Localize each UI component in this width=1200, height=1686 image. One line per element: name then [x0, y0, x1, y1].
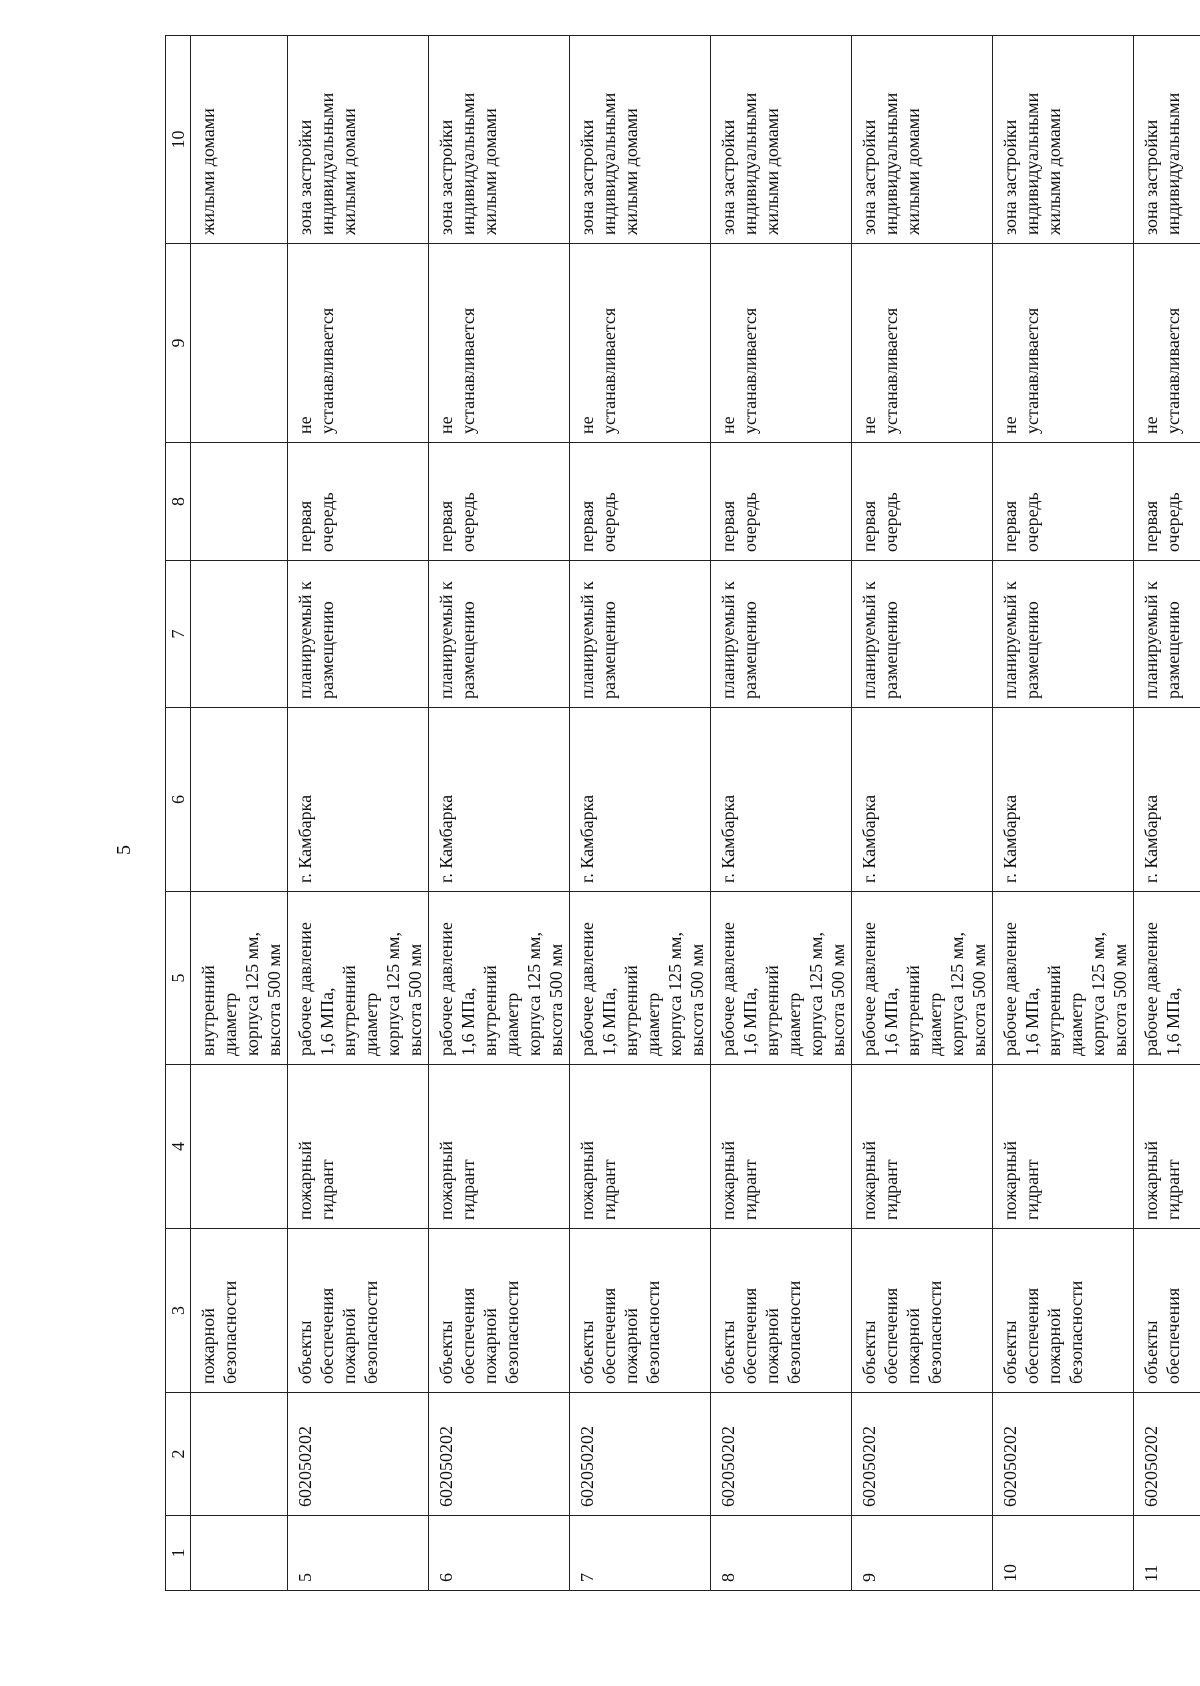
- cell-text: первая очередь: [859, 492, 901, 552]
- cell-status: [570, 561, 711, 708]
- cell-text: 602050202: [1000, 1426, 1020, 1507]
- cell-text: не устанавливается: [436, 307, 478, 434]
- cell-object-type: [993, 1065, 1134, 1229]
- cell-stage: [570, 443, 711, 561]
- cell-text: объекты обеспечения пожарной безопасности: [577, 1280, 663, 1384]
- cell-stage: [191, 443, 288, 561]
- cell-object-type: [166, 1065, 191, 1229]
- cell-characteristics: [570, 892, 711, 1065]
- cell-text: 602050202: [718, 1426, 738, 1507]
- cell-object-type: [711, 1065, 852, 1229]
- cell-no: [288, 1516, 429, 1591]
- cell-text: пожарный гидрант: [859, 1141, 901, 1220]
- cell-text: 6: [436, 1573, 456, 1582]
- cell-text: 602050202: [295, 1426, 315, 1507]
- cell-category: [711, 1229, 852, 1393]
- cell-text: 602050202: [1141, 1426, 1161, 1507]
- cell-protection-zone: [429, 244, 570, 443]
- cell-text: 11: [1141, 1564, 1161, 1582]
- cell-text: пожарный гидрант: [718, 1141, 760, 1220]
- cell-characteristics: [166, 892, 191, 1065]
- cell-text: рабочее давление 1,6 МПа,: [1141, 922, 1183, 1056]
- cell-no: [429, 1516, 570, 1591]
- cell-text: г. Камбарка: [859, 794, 879, 883]
- cell-text: 3: [168, 1306, 188, 1315]
- cell-text: 10: [1000, 1564, 1020, 1582]
- cell-text: объекты обеспечения пожарной безопасности: [295, 1280, 381, 1384]
- cell-object-type: [1134, 1065, 1200, 1229]
- cell-stage: [429, 443, 570, 561]
- cell-text: первая очередь: [1141, 492, 1183, 552]
- cell-text: пожарный гидрант: [577, 1141, 619, 1220]
- cell-text: не устанавливается: [1000, 307, 1042, 434]
- cell-location: [429, 708, 570, 892]
- cell-text: 8: [168, 497, 188, 506]
- cell-category: [993, 1229, 1134, 1393]
- cell-text: 9: [859, 1573, 879, 1582]
- cell-protection-zone: [1134, 244, 1200, 443]
- column-number-row: [166, 36, 191, 1591]
- cell-text: зона застройки индивидуальными жилыми домами: [859, 92, 923, 235]
- cell-functional-zone: [166, 36, 191, 244]
- cell-text: пожарный гидрант: [1141, 1141, 1183, 1220]
- cell-location: [191, 708, 288, 892]
- cell-protection-zone: [711, 244, 852, 443]
- cell-functional-zone: [1134, 36, 1200, 244]
- cell-text: первая очередь: [577, 492, 619, 552]
- cell-text: 1: [168, 1548, 188, 1558]
- cell-status: [191, 561, 288, 708]
- cell-text: рабочее давление 1,6 МПа, внутренний диаметр корпуса 125 мм, высота 500 мм: [1000, 922, 1130, 1056]
- cell-code: [191, 1393, 288, 1516]
- cell-text: объекты обеспечения пожарной безопасности: [859, 1280, 945, 1384]
- cell-protection-zone: [166, 244, 191, 443]
- cell-text: рабочее давление 1,6 МПа, внутренний диаметр корпуса 125 мм, высота 500 мм: [859, 922, 989, 1056]
- cell-text: пожарной безопасности: [198, 1280, 240, 1384]
- cell-status: [288, 561, 429, 708]
- cell-text: зона застройки индивидуальными жилыми домами: [718, 92, 782, 235]
- cell-location: [166, 708, 191, 892]
- register-table: [165, 35, 1200, 1591]
- cell-code: [166, 1393, 191, 1516]
- cell-characteristics: [288, 892, 429, 1065]
- cell-text: планируемый к размещению: [577, 581, 619, 699]
- cell-text: 5: [168, 973, 188, 983]
- cell-text: 7: [168, 629, 188, 639]
- cell-text: зона застройки индивидуальными жилыми домами: [295, 92, 359, 235]
- cell-object-type: [191, 1065, 288, 1229]
- table-row: [570, 36, 711, 1591]
- cell-text: не устанавливается: [1141, 307, 1183, 434]
- cell-code: [1134, 1393, 1200, 1516]
- cell-text: 10: [168, 130, 188, 149]
- cell-text: 7: [577, 1573, 597, 1582]
- cell-no: [711, 1516, 852, 1591]
- cell-object-type: [852, 1065, 993, 1229]
- cell-protection-zone: [570, 244, 711, 443]
- cell-text: рабочее давление 1,6 МПа, внутренний диаметр корпуса 125 мм, высота 500 мм: [718, 922, 848, 1056]
- cell-text: 4: [168, 1142, 188, 1151]
- cell-text: г. Камбарка: [295, 794, 315, 883]
- cell-text: г. Камбарка: [1000, 794, 1020, 883]
- cell-text: внутренний диаметр корпуса 125 мм, высота 500 мм: [198, 932, 284, 1056]
- cell-category: [852, 1229, 993, 1393]
- cell-text: 2: [168, 1449, 188, 1459]
- cell-text: 602050202: [436, 1426, 456, 1507]
- cell-stage: [1134, 443, 1200, 561]
- table-row: [429, 36, 570, 1591]
- cell-protection-zone: [852, 244, 993, 443]
- cell-code: [429, 1393, 570, 1516]
- cell-location: [288, 708, 429, 892]
- cell-text: г. Камбарка: [436, 794, 456, 883]
- cell-location: [993, 708, 1134, 892]
- cell-text: г. Камбарка: [1141, 794, 1161, 883]
- cell-text: планируемый к размещению: [859, 581, 901, 699]
- cell-object-type: [570, 1065, 711, 1229]
- cell-code: [993, 1393, 1134, 1516]
- cell-location: [570, 708, 711, 892]
- continuation-row: [191, 36, 288, 1591]
- page-number: 5: [113, 845, 135, 855]
- cell-text: планируемый к размещению: [718, 581, 760, 699]
- cell-text: объекты обеспечения: [1141, 1287, 1183, 1384]
- cell-text: 6: [168, 795, 188, 804]
- cell-functional-zone: [288, 36, 429, 244]
- cell-characteristics: [852, 892, 993, 1065]
- cell-characteristics: [429, 892, 570, 1065]
- cell-stage: [852, 443, 993, 561]
- cell-status: [993, 561, 1134, 708]
- cell-status: [166, 561, 191, 708]
- cell-no: [852, 1516, 993, 1591]
- table-row: [288, 36, 429, 1591]
- cell-functional-zone: [570, 36, 711, 244]
- cell-text: планируемый к размещению: [1141, 581, 1183, 699]
- cell-location: [1134, 708, 1200, 892]
- cell-text: не устанавливается: [295, 307, 337, 434]
- cell-stage: [288, 443, 429, 561]
- cell-text: объекты обеспечения пожарной безопасности: [1000, 1280, 1086, 1384]
- cell-text: не устанавливается: [718, 307, 760, 434]
- cell-no: [1134, 1516, 1200, 1591]
- cell-text: первая очередь: [1000, 492, 1042, 552]
- table-row: [852, 36, 993, 1591]
- cell-text: пожарный гидрант: [295, 1141, 337, 1220]
- cell-no: [166, 1516, 191, 1591]
- cell-no: [993, 1516, 1134, 1591]
- cell-text: объекты обеспечения пожарной безопасности: [718, 1280, 804, 1384]
- cell-text: планируемый к размещению: [295, 581, 337, 699]
- cell-functional-zone: [191, 36, 288, 244]
- cell-code: [711, 1393, 852, 1516]
- cell-protection-zone: [191, 244, 288, 443]
- cell-text: 8: [718, 1573, 738, 1582]
- cell-status: [1134, 561, 1200, 708]
- cell-characteristics: [1134, 892, 1200, 1065]
- cell-functional-zone: [993, 36, 1134, 244]
- cell-object-type: [429, 1065, 570, 1229]
- cell-location: [711, 708, 852, 892]
- cell-text: жилыми домами: [198, 108, 218, 235]
- cell-code: [570, 1393, 711, 1516]
- cell-functional-zone: [852, 36, 993, 244]
- cell-text: планируемый к размещению: [1000, 581, 1042, 699]
- cell-functional-zone: [711, 36, 852, 244]
- cell-protection-zone: [993, 244, 1134, 443]
- cell-location: [852, 708, 993, 892]
- cell-status: [711, 561, 852, 708]
- cell-status: [852, 561, 993, 708]
- cell-stage: [711, 443, 852, 561]
- cell-characteristics: [711, 892, 852, 1065]
- cell-category: [570, 1229, 711, 1393]
- cell-text: 9: [168, 338, 188, 348]
- cell-stage: [993, 443, 1134, 561]
- table-row: [711, 36, 852, 1591]
- cell-text: рабочее давление 1,6 МПа, внутренний диаметр корпуса 125 мм, высота 500 мм: [295, 922, 425, 1056]
- cell-status: [429, 561, 570, 708]
- cell-object-type: [288, 1065, 429, 1229]
- table-row: [1134, 36, 1200, 1591]
- cell-text: 602050202: [577, 1426, 597, 1507]
- cell-category: [288, 1229, 429, 1393]
- cell-text: пожарный гидрант: [436, 1141, 478, 1220]
- cell-text: пожарный гидрант: [1000, 1141, 1042, 1220]
- cell-no: [191, 1516, 288, 1591]
- cell-text: рабочее давление 1,6 МПа, внутренний диаметр корпуса 125 мм, высота 500 мм: [436, 922, 566, 1056]
- cell-protection-zone: [288, 244, 429, 443]
- cell-code: [852, 1393, 993, 1516]
- cell-code: [288, 1393, 429, 1516]
- cell-functional-zone: [429, 36, 570, 244]
- cell-text: г. Камбарка: [718, 794, 738, 883]
- cell-text: зона застройки индивидуальными: [1141, 92, 1183, 235]
- cell-characteristics: [993, 892, 1134, 1065]
- cell-category: [191, 1229, 288, 1393]
- cell-text: не устанавливается: [859, 307, 901, 434]
- cell-text: первая очередь: [718, 492, 760, 552]
- cell-text: объекты обеспечения пожарной безопасности: [436, 1280, 522, 1384]
- cell-text: 5: [295, 1573, 315, 1582]
- cell-text: рабочее давление 1,6 МПа, внутренний диаметр корпуса 125 мм, высота 500 мм: [577, 922, 707, 1056]
- cell-category: [1134, 1229, 1200, 1393]
- cell-stage: [166, 443, 191, 561]
- cell-category: [429, 1229, 570, 1393]
- cell-text: г. Камбарка: [577, 794, 597, 883]
- cell-text: не устанавливается: [577, 307, 619, 434]
- cell-text: 602050202: [859, 1426, 879, 1507]
- cell-text: первая очередь: [295, 492, 337, 552]
- cell-text: зона застройки индивидуальными жилыми домами: [436, 92, 500, 235]
- cell-text: зона застройки индивидуальными жилыми домами: [577, 92, 641, 235]
- rotated-table-container: [165, 36, 1183, 1591]
- cell-text: первая очередь: [436, 492, 478, 552]
- table-row: [993, 36, 1134, 1591]
- cell-text: планируемый к размещению: [436, 581, 478, 699]
- cell-text: зона застройки индивидуальными жилыми домами: [1000, 92, 1064, 235]
- cell-category: [166, 1229, 191, 1393]
- cell-characteristics: [191, 892, 288, 1065]
- cell-no: [570, 1516, 711, 1591]
